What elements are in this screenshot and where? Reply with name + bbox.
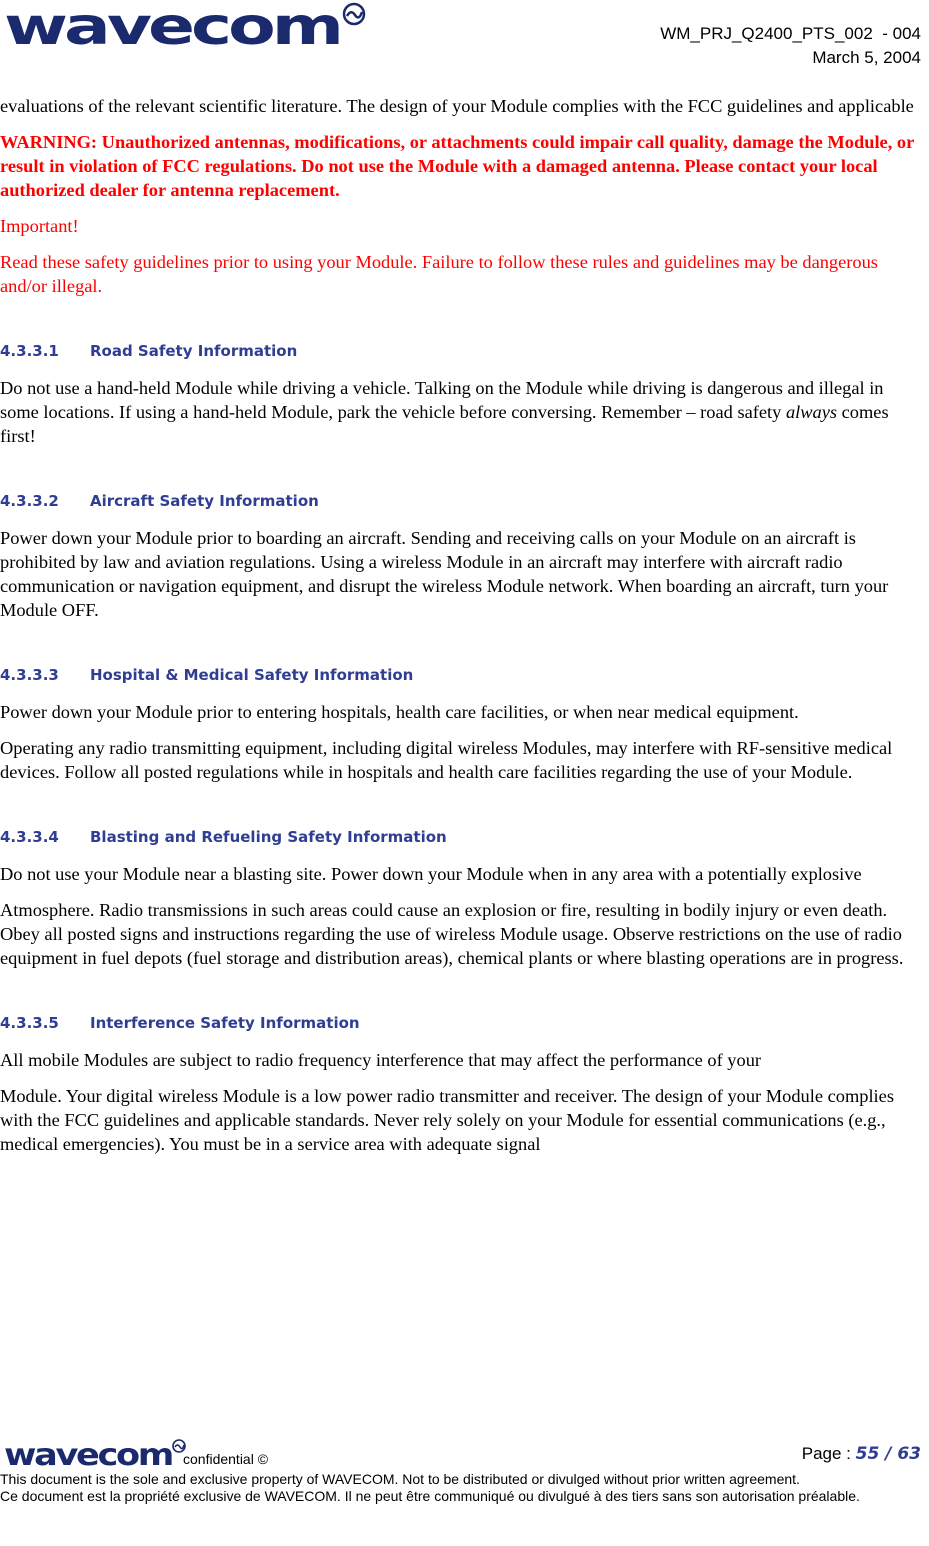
section-heading-road-safety [0, 340, 924, 362]
section-heading-aircraft-safety [0, 490, 924, 512]
page-footer [0, 1437, 921, 1505]
interference-safety-paragraph-1: All mobile Modules are subject to radio frequency interference that may affect the performance of your [0, 1050, 762, 1070]
section-title: Hospital & Medical Safety Information [90, 666, 414, 684]
section-number: 4.3.3.4 [0, 828, 59, 846]
footer-wavecom-logo [4, 1439, 186, 1469]
section-number: 4.3.3.2 [0, 492, 59, 510]
notice-french: Ce document est la propriété exclusive de WAVECOM. Il ne peut être communiqué ou divulgué à des tiers sans son autorisation préalable. [0, 1488, 860, 1504]
footer-logo-wordmark: wavecom [4, 1439, 172, 1469]
section-heading-hospital-safety [0, 664, 924, 686]
section-title: Blasting and Refueling Safety Information [90, 828, 447, 846]
hospital-safety-paragraph-2: Operating any radio transmitting equipment, including digital wireless Modules, may interfere with RF-sensitive medical devices. Follow all posted regulations while in hospitals and health care facilities regarding the use of your Module. [0, 738, 893, 782]
section-heading-blasting-safety [0, 826, 924, 848]
section-number: 4.3.3.3 [0, 666, 59, 684]
road-safety-text-end: comes first! [0, 402, 889, 446]
document-body [0, 94, 924, 1168]
hospital-safety-paragraph-1: Power down your Module prior to entering hospitals, health care facilities, or when near medical equipment. [0, 702, 799, 722]
road-safety-text: Do not use a hand-held Module while driving a vehicle. Talking on the Module while driving is dangerous and illegal in some locations. If using a hand-held Module, park the vehicle before conversing. Remember – road safety [0, 378, 884, 422]
blasting-safety-paragraph-1: Do not use your Module near a blasting site. Power down your Module when in any area with a potentially explosive [0, 864, 862, 884]
page-value: 55 / 63 [855, 1444, 921, 1464]
logo-wave-icon [344, 4, 364, 24]
page-label: Page : [801, 1444, 856, 1463]
notice-english: This document is the sole and exclusive property of WAVECOM. Not to be distributed or divulged without prior written agreement. [0, 1471, 800, 1487]
wavecom-logo [4, 2, 366, 52]
warning-paragraph: WARNING: Unauthorized antennas, modifications, or attachments could impair call quality, damage the Module, or result in violation of FCC regulations. Do not use the Module with a damaged antenna. Please contact your local authorized dealer for antenna replacement. [0, 132, 914, 200]
intro-paragraph: evaluations of the relevant scientific literature. The design of your Module complies with the FCC guidelines and applicable [0, 96, 914, 116]
logo-wordmark: wavecom [4, 2, 340, 52]
confidential-label: confidential © [183, 1451, 269, 1467]
document-header-info [660, 22, 921, 70]
section-title: Road Safety Information [90, 342, 298, 360]
section-title: Interference Safety Information [90, 1014, 360, 1032]
section-number: 4.3.3.1 [0, 342, 59, 360]
section-title: Aircraft Safety Information [90, 492, 319, 510]
page-number [802, 1445, 921, 1463]
road-safety-paragraph [0, 376, 924, 448]
aircraft-safety-paragraph: Power down your Module prior to boarding an aircraft. Sending and receiving calls on your Module on an aircraft is prohibited by law and aviation regulations. Using a wireless Module in an aircraft may interfere with aircraft radio communication or navigation equipment, and disrupt the wireless Module network. When boarding an aircraft, turn your Module OFF. [0, 528, 889, 620]
road-safety-emphasis: always [785, 402, 838, 422]
section-heading-interference-safety [0, 1012, 924, 1034]
document-date: March 5, 2004 [812, 48, 921, 67]
important-label: Important! [0, 216, 79, 236]
document-reference: WM_PRJ_Q2400_PTS_002 - 004 [660, 24, 921, 43]
blasting-safety-paragraph-2: Atmosphere. Radio transmissions in such areas could cause an explosion or fire, resulting in bodily injury or even death. Obey all posted signs and instructions regarding the use of wireless Module usage. Observe restrictions on the use of radio equipment in fuel depots (fuel storage and distribution areas), chemical plants or where blasting operations are in progress. [0, 900, 904, 968]
interference-safety-paragraph-2: Module. Your digital wireless Module is a low power radio transmitter and receiver. The design of your Module complies with the FCC guidelines and applicable standards. Never rely solely on your Module for essential communications (e.g., medical emergencies). You must be in a service area with adequate signal [0, 1086, 894, 1154]
read-guidelines-paragraph: Read these safety guidelines prior to using your Module. Failure to follow these rules and guidelines may be dangerous and/or illegal. [0, 252, 878, 296]
section-number: 4.3.3.5 [0, 1014, 59, 1032]
